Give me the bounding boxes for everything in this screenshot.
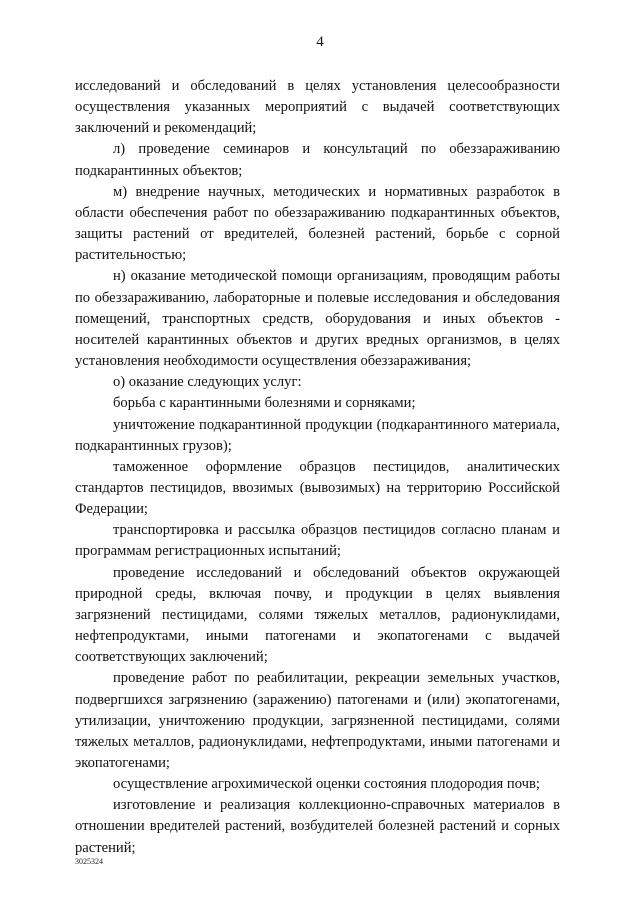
document-code: 3025324 — [75, 857, 103, 866]
service-item-customs: таможенное оформление образцов пестицидов, аналитических стандартов пестицидов, ввозимых (вывозимых) на территорию Российской Федерации; — [75, 458, 560, 518]
service-item-rehabilitation: проведение работ по реабилитации, рекреации земельных участков, подвергшихся загрязнению (заражению) патогенами и (или) экопатогенами, утилизации, уничтожению продукции, загрязненной пестицидами, солями тяжелых металлов, радионуклидами, нефтепродуктами, иными патогенами и экопатогенами; — [75, 670, 560, 771]
paragraph-continuation: исследований и обследований в целях установления целесообразности осуществления указанных мероприятий с выдачей соответствующих заключений и рекомендаций; — [75, 78, 560, 137]
document-body — [75, 76, 560, 859]
service-item-quarantine-diseases: борьба с карантинными болезнями и сорняками; — [113, 395, 416, 412]
page-number: 4 — [316, 34, 324, 50]
paragraph-item-n: н) оказание методической помощи организациям, проводящим работы по обеззараживанию, лабораторные и полевые исследования и обследования помещений, транспортных средств, оборудования и иных объектов - носителей карантинных объектов и других вредных организмов, в целях установления необходимости осуществления обеззараживания; — [75, 268, 560, 370]
paragraph-item-m: м) внедрение научных, методических и нормативных разработок в области обеспечения работ по обеззараживанию подкарантинных объектов, защиты растений от вредителей, болезней растений, борьбе с сорной растительностью; — [75, 183, 560, 264]
paragraph-item-o: о) оказание следующих услуг: — [113, 374, 302, 391]
service-item-environment-research: проведение исследований и обследований объектов окружающей природной среды, включая почву, и продукции в целях выявления загрязнений пестицидами, солями тяжелых металлов, радионуклидами, нефтепродуктами, иными патогенами и экопатогенами с выдачей соответствующих заключений; — [75, 564, 560, 666]
service-item-destruction: уничтожение подкарантинной продукции (подкарантинного материала, подкарантинных грузов); — [75, 416, 560, 454]
service-item-reference-materials: изготовление и реализация коллекционно-справочных материалов в отношении вредителей растений, возбудителей болезней растений и сорных растений; — [75, 797, 560, 856]
service-item-transport: транспортировка и рассылка образцов пестицидов согласно планам и программам регистрационных испытаний; — [75, 522, 560, 560]
paragraph-item-l: л) проведение семинаров и консультаций по обеззараживанию подкарантинных объектов; — [75, 141, 560, 179]
service-item-agrochemical: осуществление агрохимической оценки состояния плодородия почв; — [113, 776, 540, 793]
